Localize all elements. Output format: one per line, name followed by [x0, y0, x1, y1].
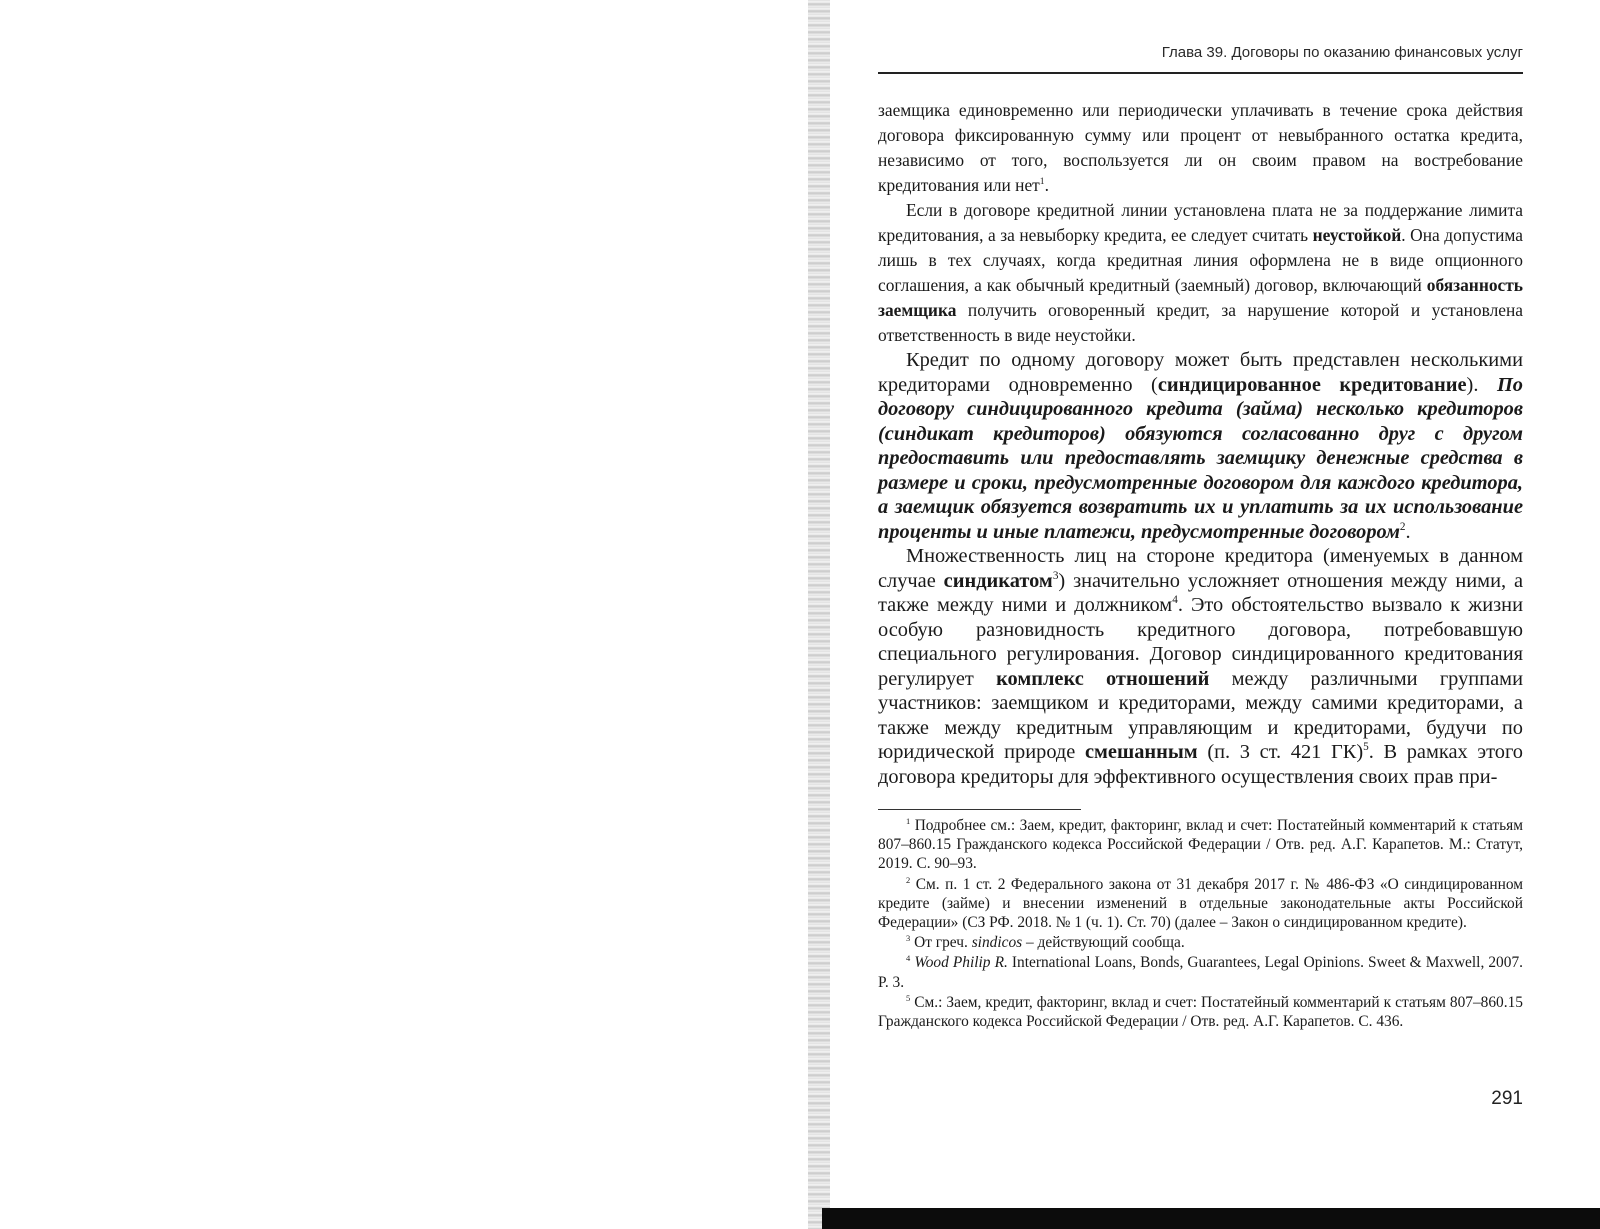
footnotes: [878, 816, 1523, 1032]
footnote-separator: [878, 809, 1081, 810]
book-page: [878, 30, 1523, 1200]
term-mixed: смешанным: [1084, 741, 1198, 763]
paragraph-1: заемщика единовременно или периодически уплачивать в течение срока действия договора фиксированную сумму или процент от невыбранного остатка кредита, независимо от того, воспользуется ли он своим правом на востребование кредитования или нет$^1$.: [878, 100, 1523, 195]
term-obyazannost: обязанность заемщика: [878, 275, 1523, 320]
footnote-ref-1[interactable]: 1: [1039, 176, 1045, 188]
paragraph-2: Если в договоре кредитной линии установлена плата не за поддержание лимита кредитования, а за невыборку кредита, ее следует считать неустойкой. Она допустима лишь в тех случаях, когда кредитная линия оформлена не в виде опционного соглашения, а как обычный кредитный (заемный) договор, включающий обязанность заемщика получить оговоренный кредит, за нарушение которой и установлена ответственность в виде неустойки.: [878, 200, 1523, 345]
term-neustoyka: неустойкой: [1312, 225, 1402, 245]
main-text: [878, 98, 1523, 789]
paragraph-3: Кредит по одному договору может быть представлен несколькими кредиторами одновременно (синдицированное кредитование). По договору синдицированного кредита (займа) несколько кредиторов (синдикат кредиторов) обязуются согласованно друг с другом предоставить или предоставлять заемщику денежные средства в размере и сроки, предусмотренные договором для каждого кредитора, а заемщик обязуется возвратить их и уплатить за их использование проценты и иные платежи, предусмотренные договором$^2$.: [878, 349, 1523, 543]
header-rule: [878, 72, 1523, 74]
scan-bottom-edge: [822, 1208, 1600, 1229]
term-complex-relations: комплекс отношений: [996, 667, 1210, 690]
term-syndicate: синдикатом: [943, 569, 1053, 592]
footnote-ref-2[interactable]: 2: [1399, 520, 1406, 533]
page-number: 291: [1491, 1088, 1523, 1109]
footnote-5: $^5$ См.: Заем, кредит, факторинг, вклад и счет: Постатейный комментарий к статьям 807–860.15 Гражданского кодекса Российской Федерации / Отв. ред. А.Г. Карапетов. С. 436.: [878, 992, 1523, 1031]
running-head: Глава 39. Договоры по оказанию финансовых услуг: [1161, 44, 1523, 61]
footnote-ref-4[interactable]: 4: [1172, 594, 1178, 607]
footnote-1: $^1$ Подробнее см.: Заем, кредит, факторинг, вклад и счет: Постатейный комментарий к статьям 807–860.15 Гражданского кодекса Российской Федерации / Отв. ред. А.Г. Карапетов. М.: Статут, 2019. С. 90–93.: [878, 815, 1523, 873]
paragraph-4: Множественность лиц на стороне кредитора (именуемых в данном случае синдикатом$^3$) значительно усложняет отношения между ними, а также между ними и должником$^4$. Это обстоятельство вызвало к жизни особую разновидность кредитного договора, потребовавшую специального регулирования. Договор синдицированного кредитования регулирует комплекс отношений между различными группами участников: заемщиком и кредиторами, между самими кредиторами, а также между кредитным управляющим и кредиторами, будучи по юридической природе смешанным (п. 3 ст. 421 ГК)$^5$. В рамках этого договора кредиторы для эффективного осуществления своих прав при-: [878, 545, 1523, 788]
book-spine-gutter: [808, 0, 830, 1229]
footnote-4: $^4$ Wood Philip R. International Loans, Bonds, Guarantees, Legal Opinions. Sweet & Maxwell, 2007. P. 3.: [878, 953, 1523, 991]
footnote-3: $^3$ От греч. sindicos – действующий сообща.: [906, 933, 1185, 952]
footnote-2: $^2$ См. п. 1 ст. 2 Федерального закона от 31 декабря 2017 г. № 486-ФЗ «О синдицированном кредите (займе) и внесении изменений в отдельные законодательные акты Российской Федерации» (СЗ РФ. 2018. № 1 (ч. 1). Ст. 70) (далее – Закон о синдицированном кредите).: [878, 874, 1523, 932]
definition-syndicated-loan: По договору синдицированного кредита (займа) несколько кредиторов (синдикат кредиторов) обязуются согласованно друг с другом предоставить или предоставлять заемщику денежные средства в размере и сроки, предусмотренные договором для каждого кредитора, а заемщик обязуется возвратить их и уплатить за их использование проценты и иные платежи, предусмотренные договором: [878, 373, 1523, 543]
footnote-ref-5[interactable]: 5: [1363, 741, 1369, 754]
term-syndicated-lending: синдицированное кредитование: [1157, 373, 1467, 396]
footnote-ref-3[interactable]: 3: [1052, 569, 1059, 582]
